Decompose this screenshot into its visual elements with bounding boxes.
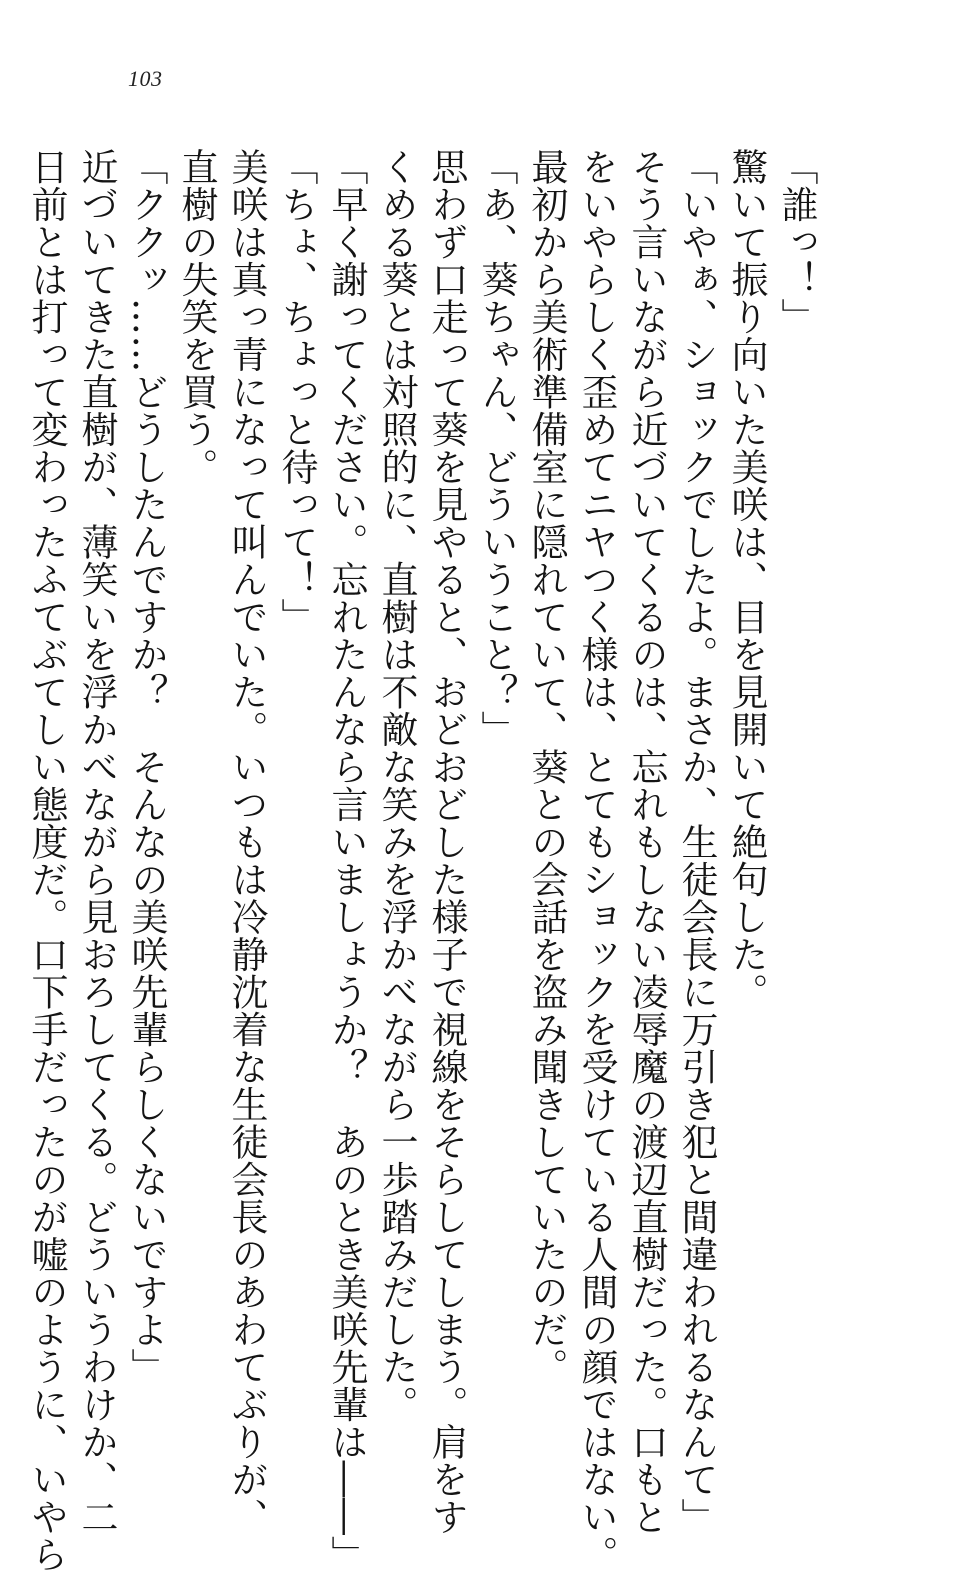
text-line: 近づいてきた直樹が、薄笑いを浮かべながら見おろしてくる。どういうわけか、二 (75, 148, 118, 1536)
vertical-text-body (25, 148, 821, 1573)
text-line: 最初から美術準備室に隠れていて、葵との会話を盗み聞きしていたのだ。 (525, 148, 568, 1386)
text-line: 直樹の失笑を買う。 (175, 148, 218, 486)
text-line: 思わず口走って葵を見やると、おどおどした様子で視線をそらしてしまう。肩をす (425, 148, 468, 1536)
text-line: 「早く謝ってください。忘れたんなら言いましょうか？ あのとき美咲先輩は――」 (325, 148, 368, 1573)
text-line: 「ちょ、ちょっと待って！」 (275, 148, 318, 636)
text-line: 「いやぁ、ショックでしたよ。まさか、生徒会長に万引き犯と間違われるなんて」 (675, 148, 718, 1536)
text-line: 日前とは打って変わったふてぶてしい態度だ。口下手だったのが嘘のように、いやら (25, 148, 68, 1573)
text-line: 「誰っ！」 (775, 148, 818, 336)
text-line: 驚いて振り向いた美咲は、目を見開いて絶句した。 (725, 148, 768, 1011)
text-line: 「あ、葵ちゃん、どういうこと？」 (475, 148, 518, 748)
page-number: 103 (128, 66, 163, 91)
text-line: くめる葵とは対照的に、直樹は不敵な笑みを浮かべながら一歩踏みだした。 (375, 148, 418, 1423)
text-line: 「ククッ……どうしたんですか？ そんなの美咲先輩らしくないですよ」 (125, 148, 168, 1386)
text-line: 美咲は真っ青になって叫んでいた。いつもは冷静沈着な生徒会長のあわてぶりが、 (225, 148, 268, 1536)
text-line: そう言いながら近づいてくるのは、忘れもしない凌辱魔の渡辺直樹だった。口もと (625, 148, 668, 1536)
text-line: をいやらしく歪めてニヤつく様は、とてもショックを受けている人間の顔ではない。 (575, 148, 618, 1573)
